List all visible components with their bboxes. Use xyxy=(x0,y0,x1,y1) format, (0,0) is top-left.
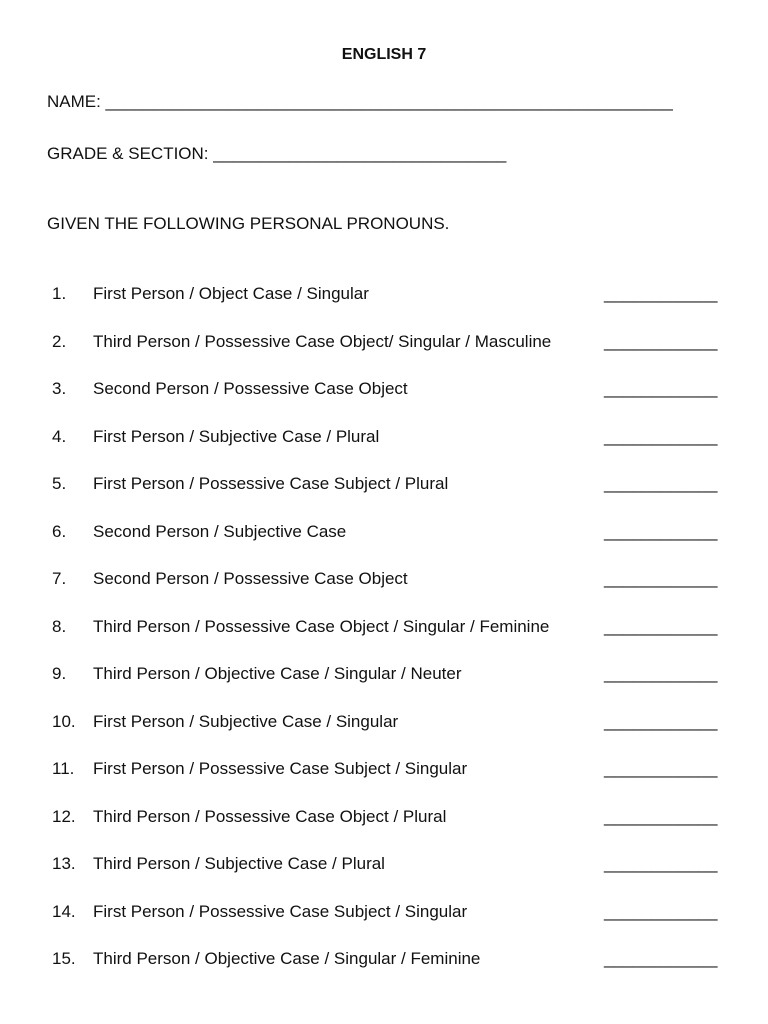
grade-section-field: GRADE & SECTION: _______________________________ xyxy=(47,144,507,163)
question-item xyxy=(0,427,768,475)
answer-blank: ____________ xyxy=(604,521,718,541)
question-text: Third Person / Possessive Case Object/ Singular / Masculine xyxy=(93,331,552,351)
name-field: NAME: ____________________________________________________________ xyxy=(47,92,673,111)
question-number: 8. xyxy=(52,616,67,636)
answer-blank: ____________ xyxy=(604,901,718,921)
question-number: 9. xyxy=(52,664,67,683)
question-text: First Person / Object Case / Singular xyxy=(93,284,369,303)
answer-blank: ____________ xyxy=(604,379,718,398)
question-text: First Person / Subjective Case / Singular xyxy=(93,711,399,731)
question-number: 11. xyxy=(52,759,75,778)
question-item xyxy=(0,902,768,950)
answer-blank: ____________ xyxy=(604,711,718,731)
question-item xyxy=(0,807,768,855)
question-number: 5. xyxy=(52,474,67,493)
answer-blank: ____________ xyxy=(604,284,718,303)
question-list xyxy=(0,284,768,997)
question-number: 15. xyxy=(52,949,76,968)
answer-blank: ____________ xyxy=(604,759,718,778)
question-number: 3. xyxy=(52,379,67,398)
question-number: 6. xyxy=(52,521,67,541)
question-item xyxy=(0,949,768,997)
question-text: Second Person / Possessive Case Object xyxy=(93,379,408,398)
answer-blank: ____________ xyxy=(604,474,718,493)
question-number: 2. xyxy=(52,331,67,351)
question-number: 13. xyxy=(52,854,76,873)
page-title: ENGLISH 7 xyxy=(341,46,427,63)
question-item xyxy=(0,522,768,570)
question-text: Third Person / Possessive Case Object / Plural xyxy=(93,806,447,826)
question-item xyxy=(0,617,768,665)
answer-blank: ____________ xyxy=(604,616,718,636)
question-number: 1. xyxy=(52,284,67,303)
question-item xyxy=(0,759,768,807)
question-item xyxy=(0,854,768,902)
question-number: 4. xyxy=(52,426,67,446)
question-text: Third Person / Possessive Case Object / Singular / Feminine xyxy=(93,616,550,636)
question-text: First Person / Possessive Case Subject / Plural xyxy=(93,474,449,493)
answer-blank: ____________ xyxy=(604,664,718,683)
question-text: Third Person / Objective Case / Singular / Feminine xyxy=(93,949,481,968)
question-item xyxy=(0,284,768,332)
question-text: First Person / Possessive Case Subject / Singular xyxy=(93,759,468,778)
answer-blank: ____________ xyxy=(604,426,718,446)
question-number: 14. xyxy=(52,901,76,921)
answer-blank: ____________ xyxy=(604,569,718,588)
answer-blank: ____________ xyxy=(604,854,718,873)
question-item xyxy=(0,712,768,760)
question-item xyxy=(0,474,768,522)
question-text: Third Person / Subjective Case / Plural xyxy=(93,854,385,873)
question-text: First Person / Possessive Case Subject / Singular xyxy=(93,901,468,921)
question-text: Second Person / Subjective Case xyxy=(93,521,347,541)
question-item xyxy=(0,664,768,712)
question-text: Second Person / Possessive Case Object xyxy=(93,569,408,588)
question-text: Third Person / Objective Case / Singular / Neuter xyxy=(93,664,462,683)
question-item xyxy=(0,332,768,380)
question-item xyxy=(0,379,768,427)
question-number: 7. xyxy=(52,569,67,588)
question-number: 10. xyxy=(52,711,76,731)
answer-blank: ____________ xyxy=(604,331,718,351)
question-number: 12. xyxy=(52,806,76,826)
answer-blank: ____________ xyxy=(604,806,718,826)
question-text: First Person / Subjective Case / Plural xyxy=(93,426,380,446)
question-item xyxy=(0,569,768,617)
instruction-text: GIVEN THE FOLLOWING PERSONAL PRONOUNS. xyxy=(47,214,450,233)
answer-blank: ____________ xyxy=(604,949,718,968)
